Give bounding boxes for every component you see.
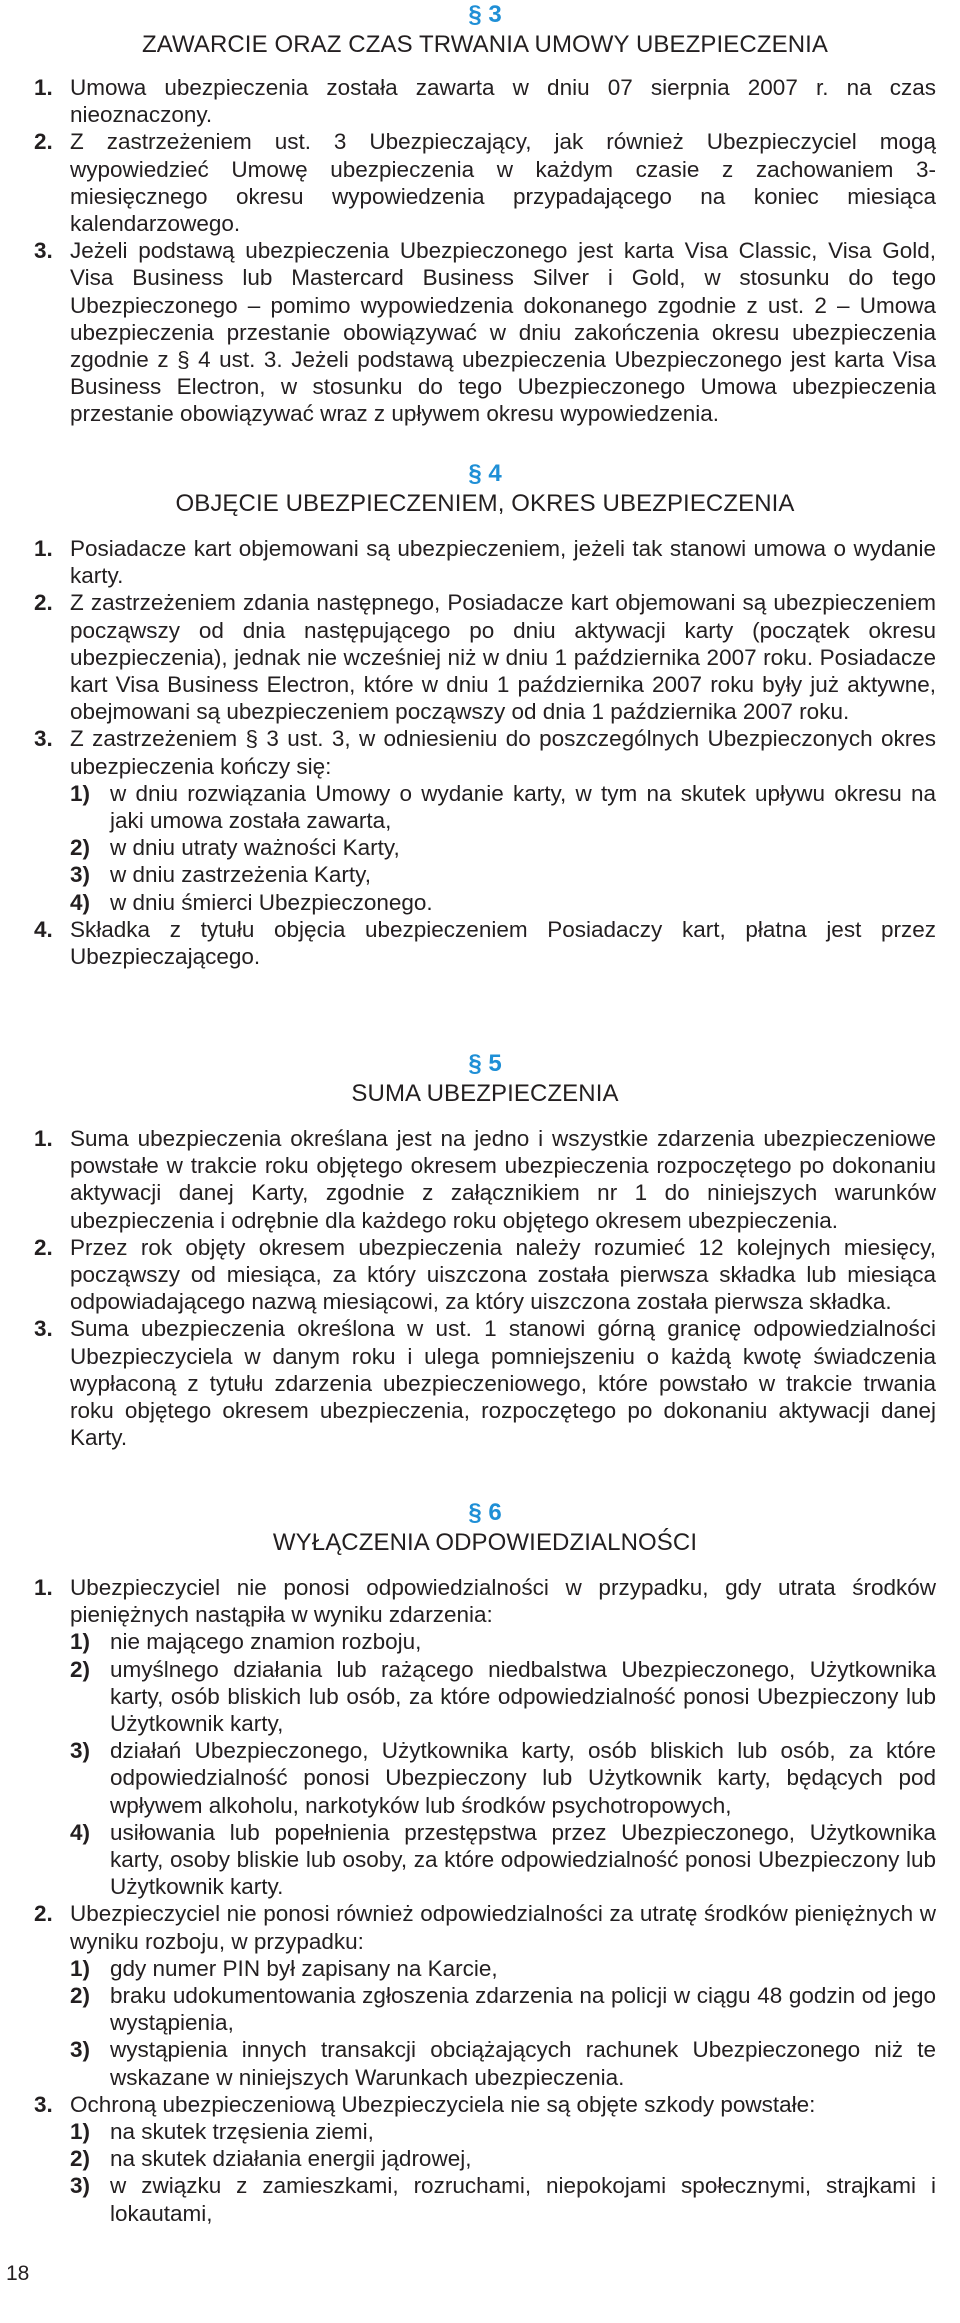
section-title: WYŁĄCZENIA ODPOWIEDZIALNOŚCI xyxy=(272,1529,698,1556)
clause-item xyxy=(34,1315,936,1451)
subclause-number: 3) xyxy=(70,2037,91,2063)
clause-text: Składka z tytułu objęcia ubezpieczeniem Posiadaczy kart, płatna jest przez Ubezpieczającego. xyxy=(70,916,936,970)
section-number: § 6 xyxy=(468,1499,502,1526)
clause-body xyxy=(70,74,936,128)
subclause-number: 2) xyxy=(70,1656,91,1682)
subclause-item xyxy=(70,889,936,916)
subclause-text: na skutek trzęsienia ziemi, xyxy=(110,2119,374,2145)
clause-text: Ubezpieczyciel nie ponosi odpowiedzialności w przypadku, gdy utrata środków pieniężnych nastąpiła w wyniku zdarzenia: xyxy=(70,1575,936,1628)
clause-item xyxy=(34,1574,936,1900)
subclause-item xyxy=(70,1982,936,2036)
clause-number: 3. xyxy=(34,726,53,752)
subclause-item xyxy=(70,2172,936,2226)
subclause-number: 1) xyxy=(70,2119,91,2145)
subclause-text: działań Ubezpieczonego, Użytkownika karty, osób bliskich lub osób, za które odpowiedzialność ponosi Ubezpieczony lub Użytkownik karty, będących pod wpływem alkoholu, narkotyków lub środków psychotropowych, xyxy=(110,1738,936,1818)
clause-text: Suma ubezpieczenia określona w ust. 1 stanowi górną granicę odpowiedzialności Ubezpieczyciela w danym roku i ulega pomniejszeniu o każdą kwotę świadczenia wypłaconą z tytułu zdarzenia ubezpieczeniowego, które powstało w trakcie trwania roku objętego okresem ubezpieczenia, rozpoczętego po dokonaniu aktywacji danej Karty. xyxy=(70,1316,936,1451)
clause-item xyxy=(34,1125,936,1234)
subclause-number: 1) xyxy=(70,1629,91,1655)
clause-number: 3. xyxy=(34,2091,53,2117)
page-number: 18 xyxy=(6,2262,30,2285)
section-title: SUMA UBEZPIECZENIA xyxy=(351,1080,619,1107)
section-number: § 5 xyxy=(468,1050,502,1077)
subclause-text: nie mającego znamion rozboju, xyxy=(110,1629,422,1655)
subclause-number: 2) xyxy=(70,1983,91,2009)
subclause-item xyxy=(70,1737,936,1819)
subclause-text: braku udokumentowania zgłoszenia zdarzenia na policji w ciągu 48 godzin od jego wystąpienia, xyxy=(110,1983,936,2036)
clause-item xyxy=(34,1900,936,2090)
clause-number: 1. xyxy=(34,536,53,561)
clause-text: Suma ubezpieczenia określana jest na jedno i wszystkie zdarzenia ubezpieczeniowe powstałe w trakcie roku objętego okresem ubezpieczenia rozpoczętego po dokonaniu aktywacji danej Karty, zgodnie z załącznikiem nr 1 do niniejszych warunków ubezpieczenia i odrębnie dla każdego roku objętego okresem ubezpieczenia. xyxy=(70,1126,936,1233)
section-title: ZAWARCIE ORAZ CZAS TRWANIA UMOWY UBEZPIECZENIA xyxy=(142,31,828,58)
clause-body xyxy=(70,128,936,237)
clause-body xyxy=(70,1900,936,2090)
clause-item xyxy=(34,237,936,427)
subclause-text: w związku z zamieszkami, rozruchami, niepokojami społecznymi, strajkami i lokautami, xyxy=(110,2173,936,2226)
clause-number: 2. xyxy=(34,1234,53,1260)
section-6 xyxy=(34,1498,936,2227)
clause-body xyxy=(70,1574,936,1900)
clause-number: 1. xyxy=(34,1126,53,1151)
subclause-number: 2) xyxy=(70,2146,91,2172)
clause-number: 2. xyxy=(34,1901,53,1927)
subclause-item xyxy=(70,2036,936,2090)
clause-item xyxy=(34,1234,936,1316)
section-number: § 4 xyxy=(468,460,502,487)
subclause-item xyxy=(70,780,936,834)
subclause-number: 3) xyxy=(70,862,91,888)
subclause-text: wystąpienia innych transakcji obciążających rachunek Ubezpieczonego niż te wskazane w niniejszych Warunkach ubezpieczenia. xyxy=(110,2037,936,2090)
clause-text: Z zastrzeżeniem § 3 ust. 3, w odniesieniu do poszczególnych Ubezpieczonych okres ubezpieczenia kończy się: xyxy=(70,726,936,779)
subclause-number: 1) xyxy=(70,780,91,806)
clause-number: 2. xyxy=(34,590,53,616)
subclause-text: w dniu utraty ważności Karty, xyxy=(110,835,400,861)
subclause-item xyxy=(70,1955,936,1982)
clause-item xyxy=(34,725,936,915)
clause-body xyxy=(70,725,936,915)
clause-item xyxy=(34,74,936,128)
clause-text: Z zastrzeżeniem ust. 3 Ubezpieczający, jak również Ubezpieczyciel mogą wypowiedzieć Umowę ubezpieczenia w każdym czasie z zachowaniem 3-miesięcznego okresu wypowiedzenia przypadającego na koniec miesiąca kalendarzowego. xyxy=(70,129,936,237)
clause-body xyxy=(70,916,936,970)
clause-number: 1. xyxy=(34,1575,53,1600)
subclause-text: umyślnego działania lub rażącego niedbalstwa Ubezpieczonego, Użytkownika karty, osób bliskich lub osób, za które odpowiedzialność ponosi Ubezpieczony lub Użytkownik karty, xyxy=(110,1656,936,1737)
clause-text: Umowa ubezpieczenia została zawarta w dniu 07 sierpnia 2007 r. na czas nieoznaczony. xyxy=(70,75,936,128)
subclause-text: w dniu zastrzeżenia Karty, xyxy=(110,862,371,888)
clause-text: Ubezpieczyciel nie ponosi również odpowiedzialności za utratę środków pieniężnych w wyniku rozboju, w przypadku: xyxy=(70,1901,936,1954)
subclause-item xyxy=(70,2118,936,2145)
clause-item xyxy=(34,535,936,589)
clause-body xyxy=(70,1125,936,1234)
clause-body xyxy=(70,589,936,725)
section-number: § 3 xyxy=(468,1,502,28)
clause-text: Posiadacze kart objemowani są ubezpieczeniem, jeżeli tak stanowi umowa o wydanie karty. xyxy=(70,536,936,589)
clause-item xyxy=(34,2091,936,2227)
subclause-item xyxy=(70,1628,936,1655)
clause-body xyxy=(70,1234,936,1316)
section-4 xyxy=(34,459,936,970)
clause-body xyxy=(70,237,936,427)
subclause-number: 3) xyxy=(70,1738,91,1764)
section-5 xyxy=(34,1049,936,1451)
subclause-text: w dniu śmierci Ubezpieczonego. xyxy=(110,889,433,915)
subclause-text: usiłowania lub popełnienia przestępstwa przez Ubezpieczonego, Użytkownika karty, osoby bliskie lub osoby, za które odpowiedzialność ponosi Ubezpieczony lub Użytkownik karty. xyxy=(110,1819,936,1900)
clause-body xyxy=(70,2091,936,2227)
subclause-number: 4) xyxy=(70,1819,91,1845)
subclause-item xyxy=(70,2145,936,2172)
clause-item xyxy=(34,589,936,725)
subclause-number: 1) xyxy=(70,1955,91,1981)
clause-number: 3. xyxy=(34,1316,53,1342)
subclause-number: 4) xyxy=(70,889,91,915)
clause-text: Ochroną ubezpieczeniową Ubezpieczyciela nie są objęte szkody powstałe: xyxy=(70,2091,816,2117)
subclause-item xyxy=(70,1819,936,1901)
subclause-item xyxy=(70,834,936,861)
section-3 xyxy=(34,0,936,428)
clause-text: Przez rok objęty okresem ubezpieczenia należy rozumieć 12 kolejnych miesięcy, począwszy od miesiąca, za który uiszczona została pierwsza składka lub miesiąca odpowiadającego nazwą miesiącowi, za który uiszczona została pierwsza składka. xyxy=(70,1234,936,1315)
clause-number: 2. xyxy=(34,129,53,155)
subclause-text: gdy numer PIN był zapisany na Karcie, xyxy=(110,1955,498,1981)
clause-number: 3. xyxy=(34,238,53,264)
clause-body xyxy=(70,535,936,589)
subclause-text: na skutek działania energii jądrowej, xyxy=(110,2146,472,2172)
clause-body xyxy=(70,1315,936,1451)
clause-number: 4. xyxy=(34,916,53,942)
subclause-number: 2) xyxy=(70,835,91,861)
subclause-item xyxy=(70,1656,936,1738)
subclause-item xyxy=(70,861,936,888)
clause-number: 1. xyxy=(34,75,53,100)
subclause-number: 3) xyxy=(70,2173,91,2199)
clause-text: Jeżeli podstawą ubezpieczenia Ubezpieczonego jest karta Visa Classic, Visa Gold, Visa Business lub Mastercard Business Silver i Gold, w stosunku do tego Ubezpieczonego – pomimo wypowiedzenia dokonanego zgodnie z ust. 2 – Umowa ubezpieczenia przestanie obowiązywać w dniu zakończenia okresu ubezpieczenia zgodnie z § 4 ust. 3. Jeżeli podstawą ubezpieczenia Ubezpieczonego jest karta Visa Business Electron, w stosunku do tego Ubezpieczonego Umowa ubezpieczenia przestanie obowiązywać wraz z upływem okresu wypowiedzenia. xyxy=(70,238,936,427)
subclause-text: w dniu rozwiązania Umowy o wydanie karty, w tym na skutek upływu okresu na jaki umowa została zawarta, xyxy=(110,780,936,834)
clause-item xyxy=(34,128,936,237)
section-title: OBJĘCIE UBEZPIECZENIEM, OKRES UBEZPIECZENIA xyxy=(175,490,795,517)
clause-item xyxy=(34,916,936,970)
clause-text: Z zastrzeżeniem zdania następnego, Posiadacze kart objemowani są ubezpieczeniem począwszy od dnia następującego po dniu aktywacji karty (początek okresu ubezpieczenia), jednak nie wcześniej niż w dniu 1 października 2007 roku. Posiadacze kart Visa Business Electron, które w dniu 1 października 2007 roku były już aktywne, obejmowani są ubezpieczeniem począwszy od dnia 1 października 2007 roku. xyxy=(70,590,936,725)
